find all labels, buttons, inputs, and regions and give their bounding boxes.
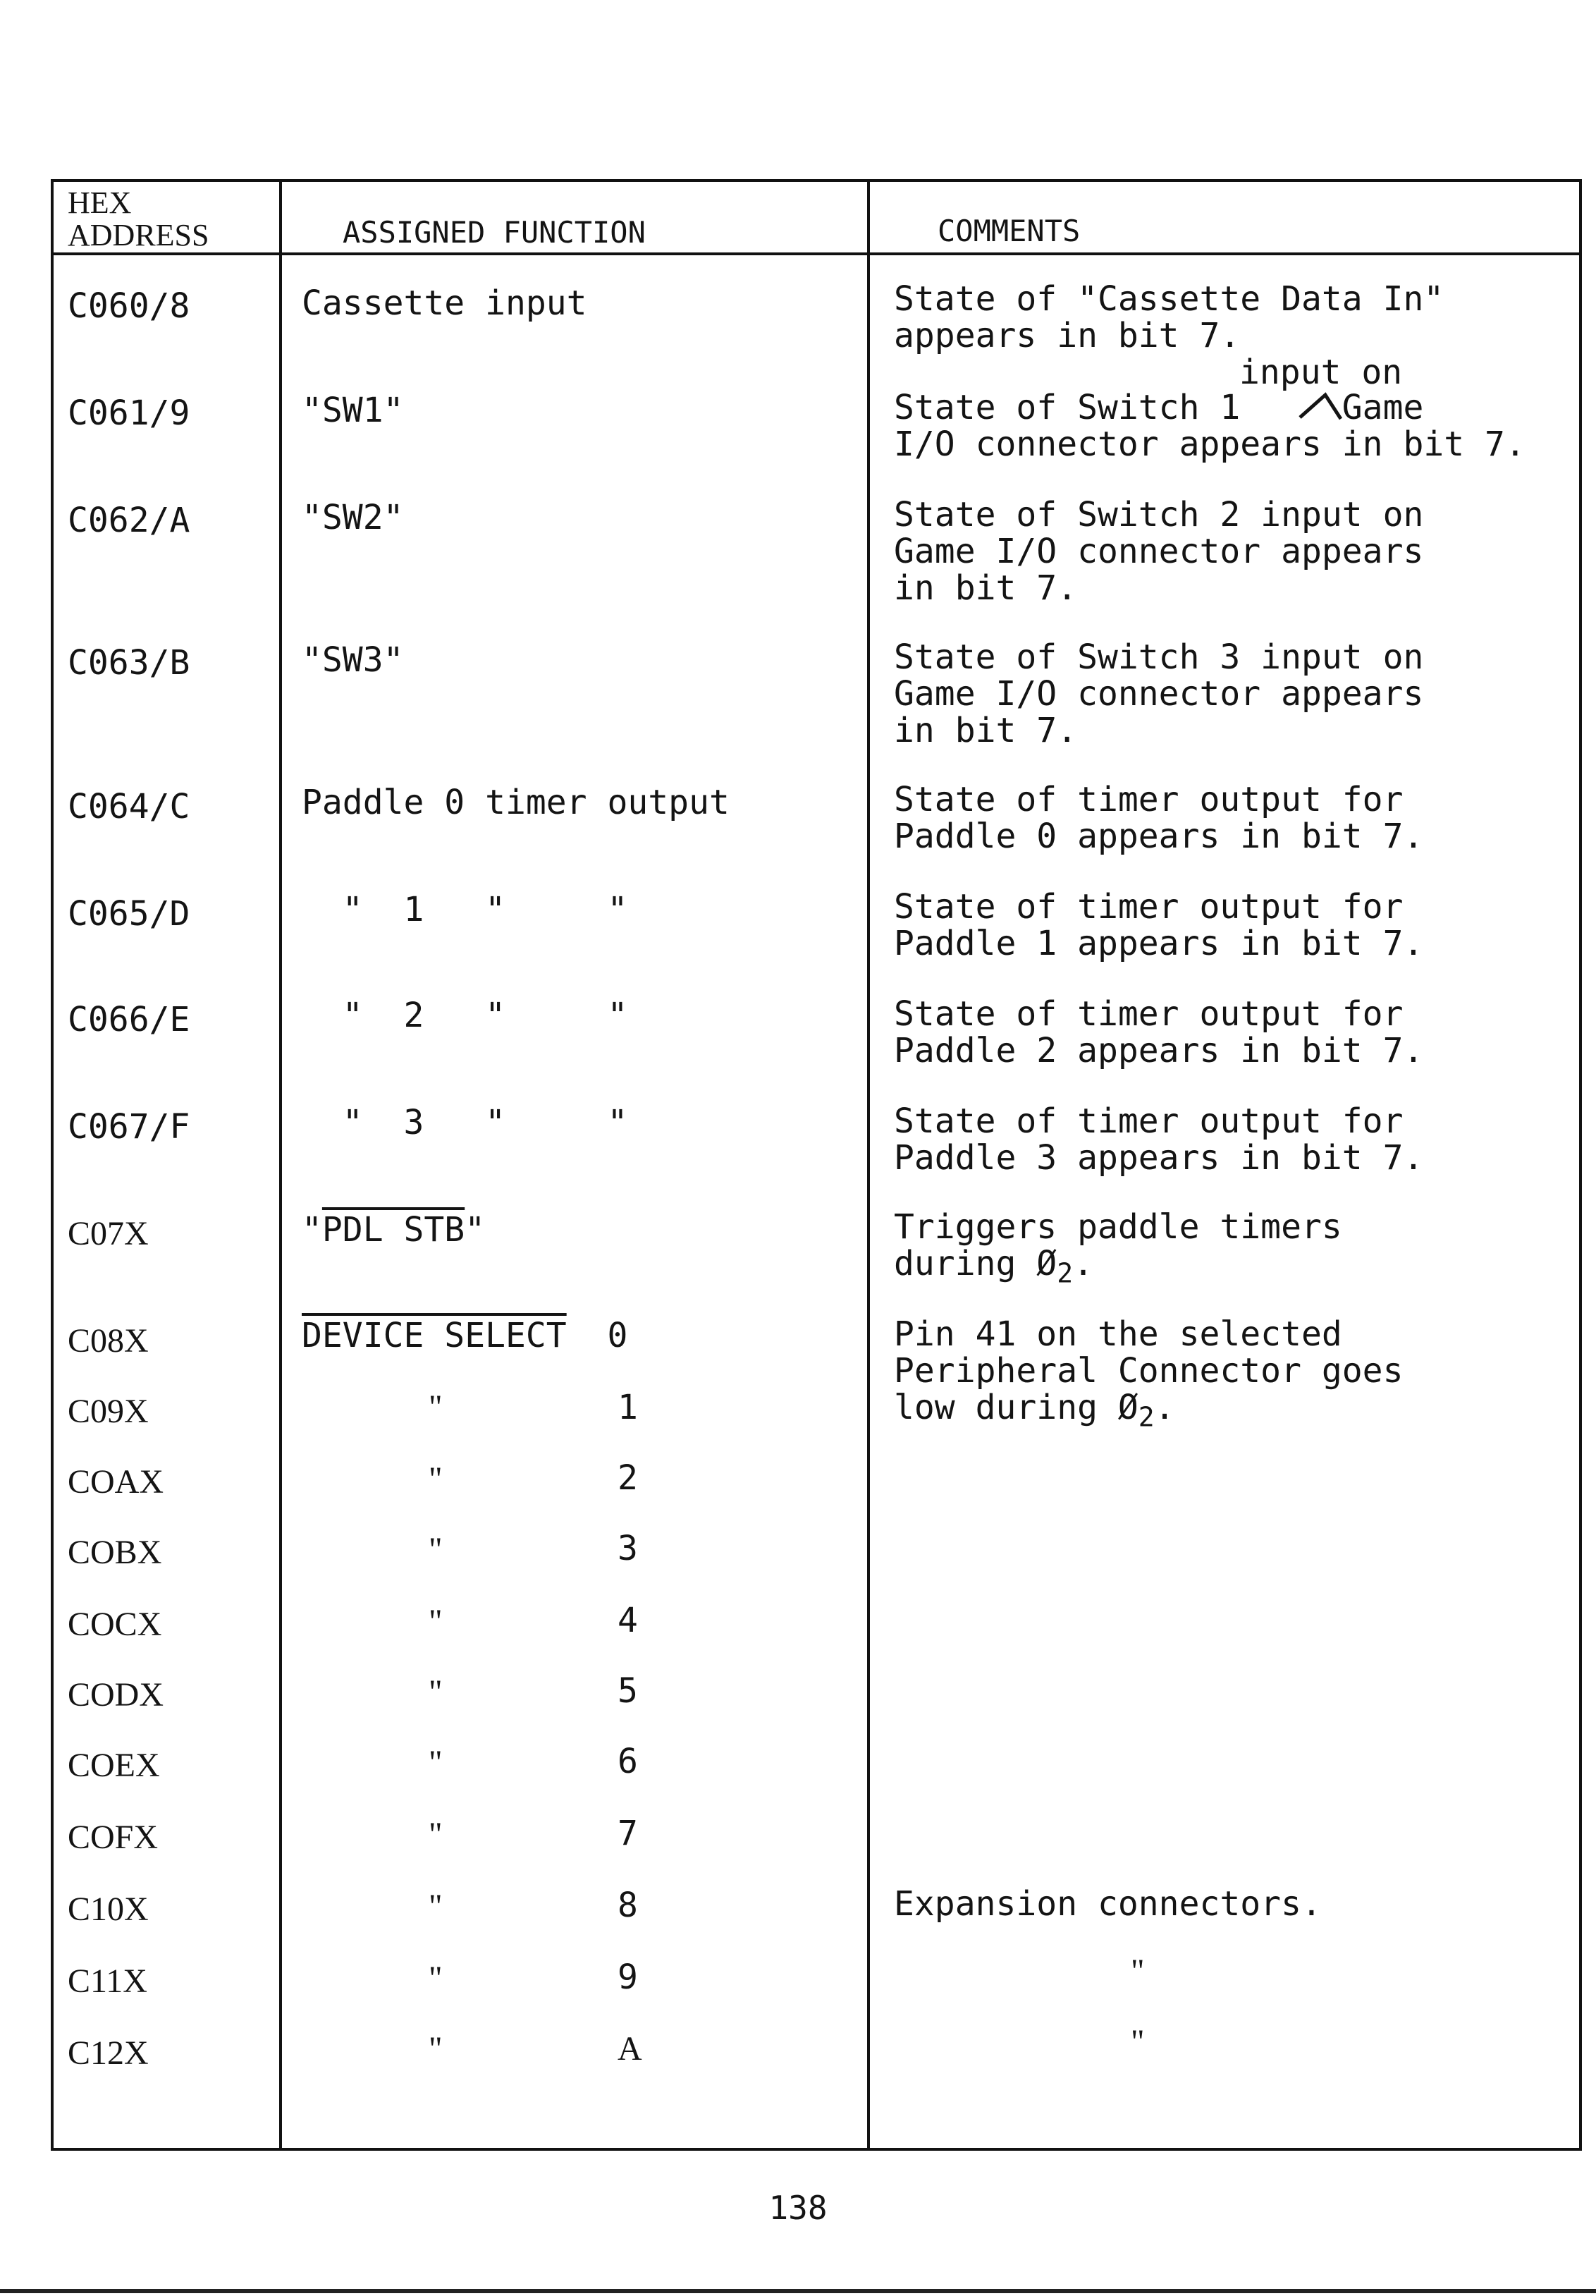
device-number: 2 [618,1458,638,1498]
function-device-select: DEVICE SELECT 0 [302,1316,628,1355]
ditto-mark: " [429,1673,443,1711]
ditto-mark: " [429,1960,443,1997]
comment-line: State of timer output for [894,1101,1404,1141]
header-comments: COMMENTS [938,214,1081,248]
address-c066: C066/E [68,1000,190,1039]
page-number: 138 [768,2189,828,2227]
function-sw3: "SW3" [302,640,404,680]
device-number: 7 [618,1814,638,1853]
address-c061: C061/9 [68,393,190,433]
function-paddle-3: " 3 " " [302,1103,628,1142]
address-cofx: COFX [68,1819,159,1856]
address-c11x: C11X [68,1962,147,2000]
device-number: A [618,2030,642,2068]
comment-line: I/O connector appears in bit 7. [894,425,1526,464]
comment-line: Paddle 0 appears in bit 7. [894,817,1424,856]
comment-line: Game I/O connector appears [894,532,1424,571]
header-hex: HEX [68,185,132,220]
address-c10x: C10X [68,1891,149,1928]
address-c064: C064/C [68,787,190,826]
address-c065: C065/D [68,894,190,934]
address-c063: C063/B [68,643,190,683]
device-number: 8 [618,1886,638,1925]
header-assigned-function: ASSIGNED FUNCTION [343,215,646,250]
function-sw1: "SW1" [302,391,404,430]
function-paddle-1: " 1 " " [302,890,628,929]
comment-line: Paddle 1 appears in bit 7. [894,924,1424,963]
comment-line: during $Ø_2$. [894,1244,1093,1289]
comment-line: State of timer output for [894,887,1404,927]
comment-line: in bit 7. [894,711,1078,750]
ditto-mark: " [429,1603,443,1640]
comment-line: low during $Ø_2$. [894,1388,1175,1433]
function-paddle-0: Paddle 0 timer output [302,783,730,822]
comment-line: in bit 7. [894,568,1078,608]
address-codx: CODX [68,1676,164,1714]
comment-insert: input on [1239,353,1403,392]
comment-line: State of timer output for [894,780,1404,819]
device-number: 1 [618,1388,638,1427]
comment-ditto: " [1131,2023,1145,2060]
comment-line: Pin 41 on the selected [894,1314,1342,1354]
comment-line: appears in bit 7. [894,316,1241,355]
function-sw2: "SW2" [302,498,404,537]
address-cocx: COCX [68,1606,162,1643]
function-cassette-input: Cassette input [302,283,587,323]
address-c08x: C08X [68,1322,149,1360]
header-rule [51,252,1582,255]
comment-line: Peripheral Connector goes [894,1351,1404,1391]
comment-line: Paddle 3 appears in bit 7. [894,1138,1424,1178]
comment-ditto: " [1131,1953,1145,1990]
ditto-mark: " [429,1531,443,1568]
comment-line: Paddle 2 appears in bit 7. [894,1031,1424,1070]
ditto-mark: " [429,2030,443,2068]
address-c07x: C07X [68,1215,149,1252]
ditto-mark: " [429,1388,443,1426]
comment-line: State of Switch 1 Game [894,388,1424,427]
comment-expansion-connectors: Expansion connectors. [894,1884,1322,1924]
address-c062: C062/A [68,501,190,540]
ditto-mark: " [429,1888,443,1925]
address-coax: COAX [68,1463,164,1501]
address-c12x: C12X [68,2034,149,2072]
comment-line: Game I/O connector appears [894,674,1424,714]
scan-edge-line [0,2289,1596,2293]
device-number: 9 [618,1958,638,1997]
comment-line: State of timer output for [894,994,1404,1034]
device-number: 3 [618,1529,638,1568]
device-number: 5 [618,1671,638,1711]
address-c060: C060/8 [68,286,190,326]
column-divider-1 [279,179,282,2151]
function-pdl-stb: "PDL STB" [302,1210,486,1250]
device-number: 6 [618,1742,638,1781]
comment-line: State of Switch 2 input on [894,495,1424,535]
address-c09x: C09X [68,1393,149,1430]
comment-line: State of "Cassette Data In" [894,279,1444,319]
address-cobx: COBX [68,1534,162,1571]
address-coex: COEX [68,1747,160,1784]
ditto-mark: " [429,1816,443,1853]
address-c067: C067/F [68,1107,190,1147]
ditto-mark: " [429,1744,443,1781]
device-number: 4 [618,1601,638,1640]
comment-line: Triggers paddle timers [894,1207,1342,1247]
comment-line: State of Switch 3 input on [894,637,1424,677]
ditto-mark: " [429,1460,443,1498]
column-divider-2 [867,179,870,2151]
function-paddle-2: " 2 " " [302,996,628,1035]
header-address: ADDRESS [68,218,209,252]
